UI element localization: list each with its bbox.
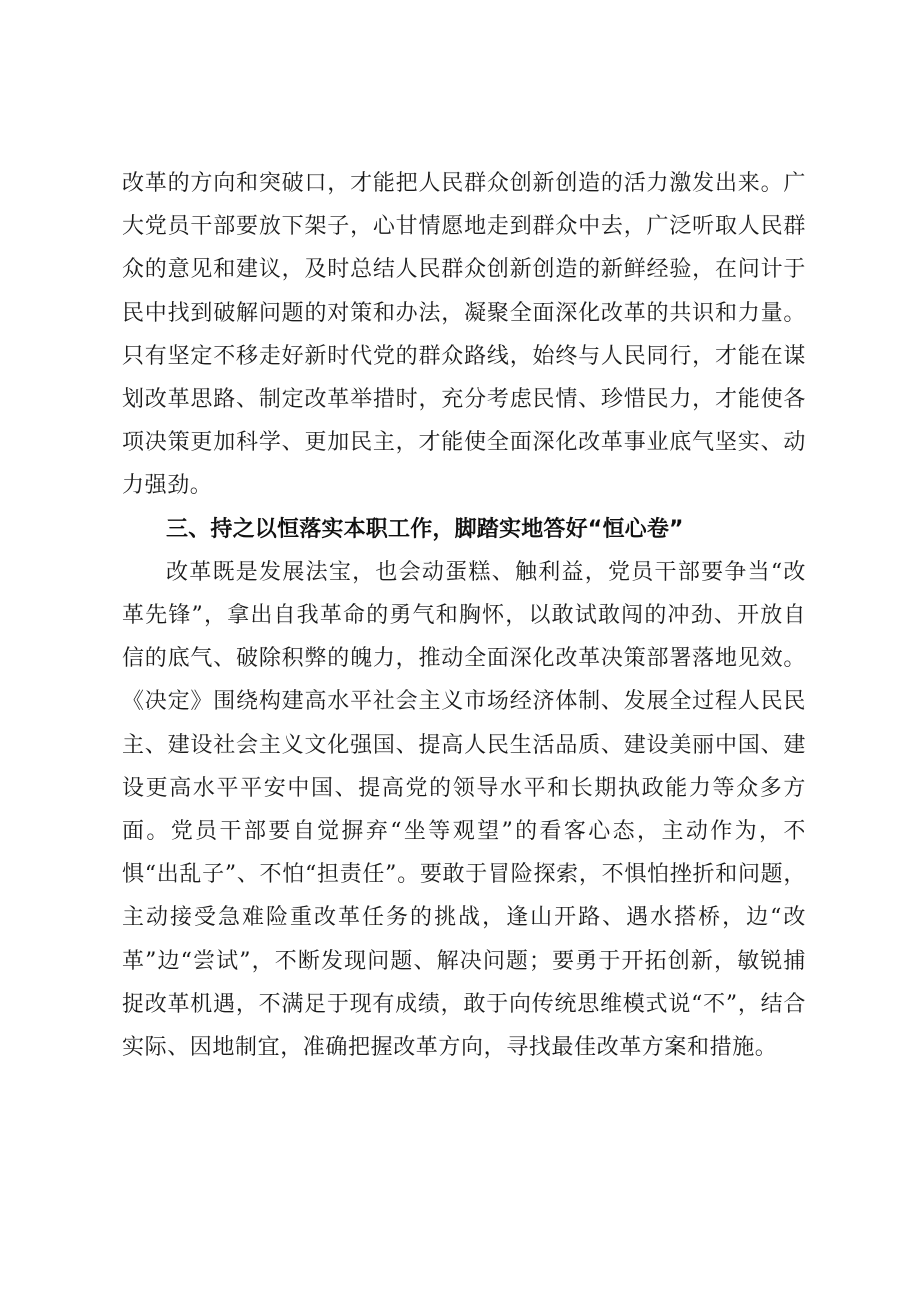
paragraph-section-3: 改革既是发展法宝，也会动蛋糕、触利益，党员干部要争当“改革先锋”，拿出自我革命的勇气和胸怀，以敢试敢闯的冲劲、开放自信的底气、破除积弊的魄力，推动全面深化改革决策部署落地见效。《决定》围绕构建高水平社会主义市场经济体制、发展全过程人民民主、建设社会主义文化强国、提高人民生活品质、建设美丽中国、建设更高水平平安中国、提高党的领导水平和长期执政能力等众多方面。党员干部要自觉摒弃“坐等观望”的看客心态，主动作为，不惧“出乱子”、不怕“担责任”。要敢于冒险探索，不惧怕挫折和问题，主动接受急难险重改革任务的挑战，逢山开路、遇水搭桥，边“改革”边“尝试”，不断发现问题、解决问题；要勇于开拓创新，敏锐捕捉改革机遇，不满足于现有成绩，敢于向传统思维模式说“不”，结合实际、因地制宜，准确把握改革方向，寻找最佳改革方案和措施。 [122, 559, 806, 1061]
document-body [122, 162, 806, 1069]
paragraph-continuation: 改革的方向和突破口，才能把人民群众创新创造的活力激发出来。广大党员干部要放下架子，心甘情愿地走到群众中去，广泛听取人民群众的意见和建议，及时总结人民群众创新创造的新鲜经验，在问计于民中找到破解问题的对策和办法，凝聚全面深化改革的共识和力量。只有坚定不移走好新时代党的群众路线，始终与人民同行，才能在谋划改革思路、制定改革举措时，充分考虑民情、珍惜民力，才能使各项决策更加科学、更加民主，才能使全面深化改革事业底气坚实、动力强劲。 [122, 171, 806, 499]
section-heading-3: 三、持之以恒落实本职工作，脚踏实地答好“恒心卷” [166, 516, 684, 542]
